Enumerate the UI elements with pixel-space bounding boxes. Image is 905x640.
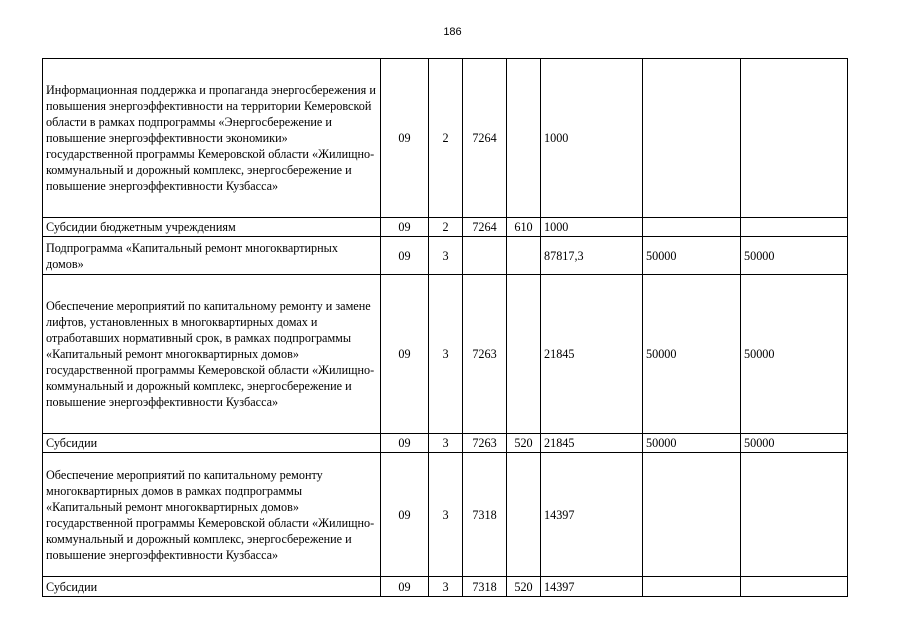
amount-year-2 <box>643 218 741 237</box>
section-code: 09 <box>381 237 429 275</box>
article-code: 7318 <box>463 577 507 597</box>
subsection-code: 3 <box>429 577 463 597</box>
amount-year-1: 14397 <box>541 453 643 577</box>
amount-year-3: 50000 <box>741 275 848 434</box>
expense-type-code <box>507 275 541 434</box>
amount-year-1: 21845 <box>541 275 643 434</box>
amount-year-1: 14397 <box>541 577 643 597</box>
subsection-code: 3 <box>429 275 463 434</box>
table-row <box>43 434 848 453</box>
section-code: 09 <box>381 275 429 434</box>
article-code: 7263 <box>463 275 507 434</box>
expense-type-code: 520 <box>507 577 541 597</box>
amount-year-3 <box>741 453 848 577</box>
table-row <box>43 453 848 577</box>
subsection-code: 2 <box>429 59 463 218</box>
table-row <box>43 59 848 218</box>
article-code: 7264 <box>463 59 507 218</box>
page-number: 186 <box>443 26 462 38</box>
row-description: Подпрограмма «Капитальный ремонт многоквартирных домов» <box>43 237 381 275</box>
amount-year-1: 21845 <box>541 434 643 453</box>
article-code <box>463 237 507 275</box>
table-row <box>43 237 848 275</box>
subsection-code: 3 <box>429 453 463 577</box>
amount-year-1: 87817,3 <box>541 237 643 275</box>
amount-year-2 <box>643 453 741 577</box>
row-description: Субсидии <box>43 577 381 597</box>
expense-type-code <box>507 59 541 218</box>
row-description: Субсидии бюджетным учреждениям <box>43 218 381 237</box>
amount-year-2: 50000 <box>643 237 741 275</box>
amount-year-3 <box>741 577 848 597</box>
subsection-code: 2 <box>429 218 463 237</box>
table-row <box>43 218 848 237</box>
amount-year-2: 50000 <box>643 275 741 434</box>
amount-year-3: 50000 <box>741 434 848 453</box>
amount-year-2: 50000 <box>643 434 741 453</box>
section-code: 09 <box>381 577 429 597</box>
expense-type-code: 610 <box>507 218 541 237</box>
amount-year-2 <box>643 59 741 218</box>
row-description: Обеспечение мероприятий по капитальному ремонту и замене лифтов, установленных в многоквартирных домах и отработавших нормативный срок, в рамках подпрограммы «Капитальный ремонт многоквартирных домов» государственной программы Кемеровской области «Жилищно-коммунальный и дорожный комплекс, энергосбережение и повышение энергоэффективности Кузбасса» <box>43 275 381 434</box>
expense-type-code: 520 <box>507 434 541 453</box>
section-code: 09 <box>381 59 429 218</box>
expense-type-code <box>507 237 541 275</box>
article-code: 7263 <box>463 434 507 453</box>
amount-year-3 <box>741 59 848 218</box>
expense-type-code <box>507 453 541 577</box>
row-description: Субсидии <box>43 434 381 453</box>
subsection-code: 3 <box>429 237 463 275</box>
row-description: Информационная поддержка и пропаганда энергосбережения и повышения энергоэффективности на территории Кемеровской области в рамках подпрограммы «Энергосбережение и повышение энергоэффективности экономики» государственной программы Кемеровской области «Жилищно-коммунальный и дорожный комплекс, энергосбережение и повышение энергоэффективности Кузбасса» <box>43 59 381 218</box>
article-code: 7318 <box>463 453 507 577</box>
amount-year-2 <box>643 577 741 597</box>
section-code: 09 <box>381 453 429 577</box>
subsection-code: 3 <box>429 434 463 453</box>
section-code: 09 <box>381 434 429 453</box>
amount-year-3: 50000 <box>741 237 848 275</box>
amount-year-3 <box>741 218 848 237</box>
table-row <box>43 577 848 597</box>
article-code: 7264 <box>463 218 507 237</box>
section-code: 09 <box>381 218 429 237</box>
amount-year-1: 1000 <box>541 218 643 237</box>
budget-table <box>42 58 848 597</box>
row-description: Обеспечение мероприятий по капитальному ремонту многоквартирных домов в рамках подпрограммы «Капитальный ремонт многоквартирных домов» государственной программы Кемеровской области «Жилищно-коммунальный и дорожный комплекс, энергосбережение и повышение энергоэффективности Кузбасса» <box>43 453 381 577</box>
table-row <box>43 275 848 434</box>
amount-year-1: 1000 <box>541 59 643 218</box>
